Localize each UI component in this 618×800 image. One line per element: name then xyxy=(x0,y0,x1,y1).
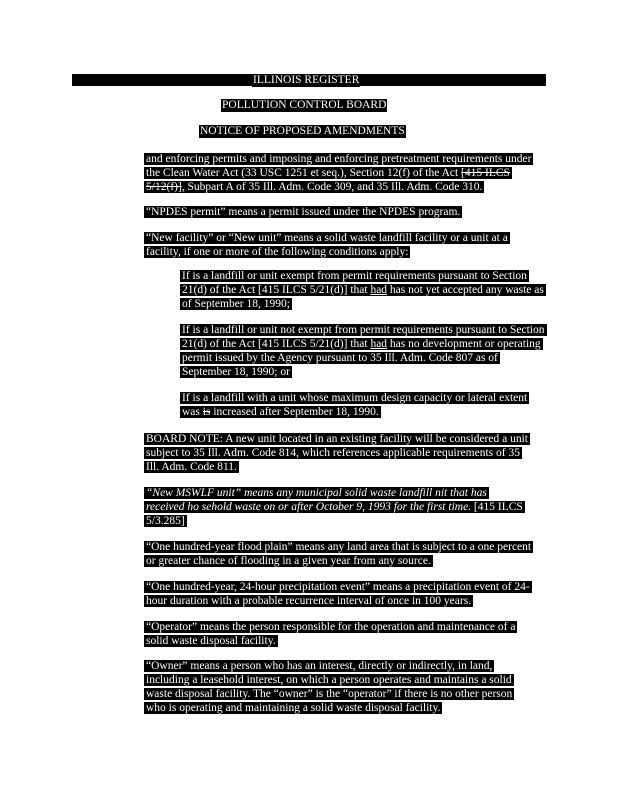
p6-struck-text: is xyxy=(202,406,211,418)
p6-text-a: If is a landfill with a unit whose maximum design capacity or lateral extent was xyxy=(182,392,528,418)
board-note xyxy=(144,432,534,474)
paragraph-owner xyxy=(144,659,534,715)
notice-title: NOTICE OF PROPOSED AMENDMENTS xyxy=(200,125,405,137)
p2-text: “NPDES permit” means a permit issued under the NPDES program. xyxy=(146,206,461,218)
p5-text-b: has no development or operating permit issued by the Agency pursuant to 35 Ill. Adm. Code 807 as of September 18, 1990; or xyxy=(182,338,541,378)
condition-capacity-increase xyxy=(180,391,546,419)
p5-underlined-text: had xyxy=(370,338,388,350)
p10-text: “One hundred-year, 24-hour precipitation event” means a precipitation event of 24-hour duration with a probable recurrence interval of once in 100 years. xyxy=(146,581,530,607)
p3-text: “New facility” or “New unit” means a solid waste landfill facility or a unit at a facility, if one or more of the following conditions apply: xyxy=(146,232,508,258)
paragraph-precipitation-event xyxy=(144,580,534,608)
p8-citation: [415 ILCS 5/3.285] xyxy=(146,501,523,527)
paragraph-operator xyxy=(144,620,534,648)
p5-text-a: If is a landfill or unit not exempt from permit requirements pursuant to Section 21(d) of the Act [415 ILCS 5/21(d)] that xyxy=(182,324,545,350)
paragraph-new-mswlf-unit xyxy=(144,486,524,528)
p6-text-b: increased after September 18, 1990. xyxy=(210,406,379,418)
paragraph-new-facility xyxy=(144,231,532,259)
p1-struck-text: [415 ILCS 5/12(f)] xyxy=(146,167,510,193)
paragraph-flood-plain xyxy=(144,540,534,568)
board-title: POLLUTION CONTROL BOARD xyxy=(222,99,387,111)
paragraph-npdes-permit xyxy=(144,205,534,219)
p7-text: BOARD NOTE: A new unit located in an existing facility will be considered a unit subject to 35 Ill. Adm. Code 814, which references applicable requirements of 35 Ill. Adm. Code 811. xyxy=(146,433,528,473)
p12-text: “Owner” means a person who has an interest, directly or indirectly, in land, including a leasehold interest, on which a person operates and maintains a solid waste disposal facility. The “owner” is the “operator” if there is no other person who is operating and maintaining a solid waste disposal facility. xyxy=(146,660,513,714)
paragraph-definition-continuation xyxy=(144,152,532,194)
p4-text-b: has not yet accepted any waste as of September 18, 1990; xyxy=(182,284,544,310)
p8-italic-text: “New MSWLF unit” means any municipal solid waste landfill nit that has received ho sehold waste on or after October 9, 1993 for the first time. xyxy=(146,487,487,513)
p11-text: “Operator” means the person responsible for the operation and maintenance of a solid waste disposal facility. xyxy=(146,621,516,647)
condition-exempt-landfill xyxy=(180,269,546,311)
condition-nonexempt-landfill xyxy=(180,323,546,379)
register-title: ILLINOIS REGISTER xyxy=(253,74,360,86)
p4-text-a: If is a landfill or unit exempt from permit requirements pursuant to Section 21(d) of the Act [415 ILCS 5/21(d)] that xyxy=(182,270,527,296)
p9-text: “One hundred-year flood plain” means any land area that is subject to a one percent or greater chance of flooding in a given year from any source. xyxy=(146,541,532,567)
p1-text-b: , Subpart A of 35 Ill. Adm. Code 309, and 35 Ill. Adm. Code 310. xyxy=(181,181,483,193)
p4-underlined-text: had xyxy=(370,284,388,296)
p1-text-a: and enforcing permits and imposing and enforcing pretreatment requirements under the Clean Water Act (33 USC 1251 et seq.), Section 12(f) of the Act xyxy=(146,153,532,179)
